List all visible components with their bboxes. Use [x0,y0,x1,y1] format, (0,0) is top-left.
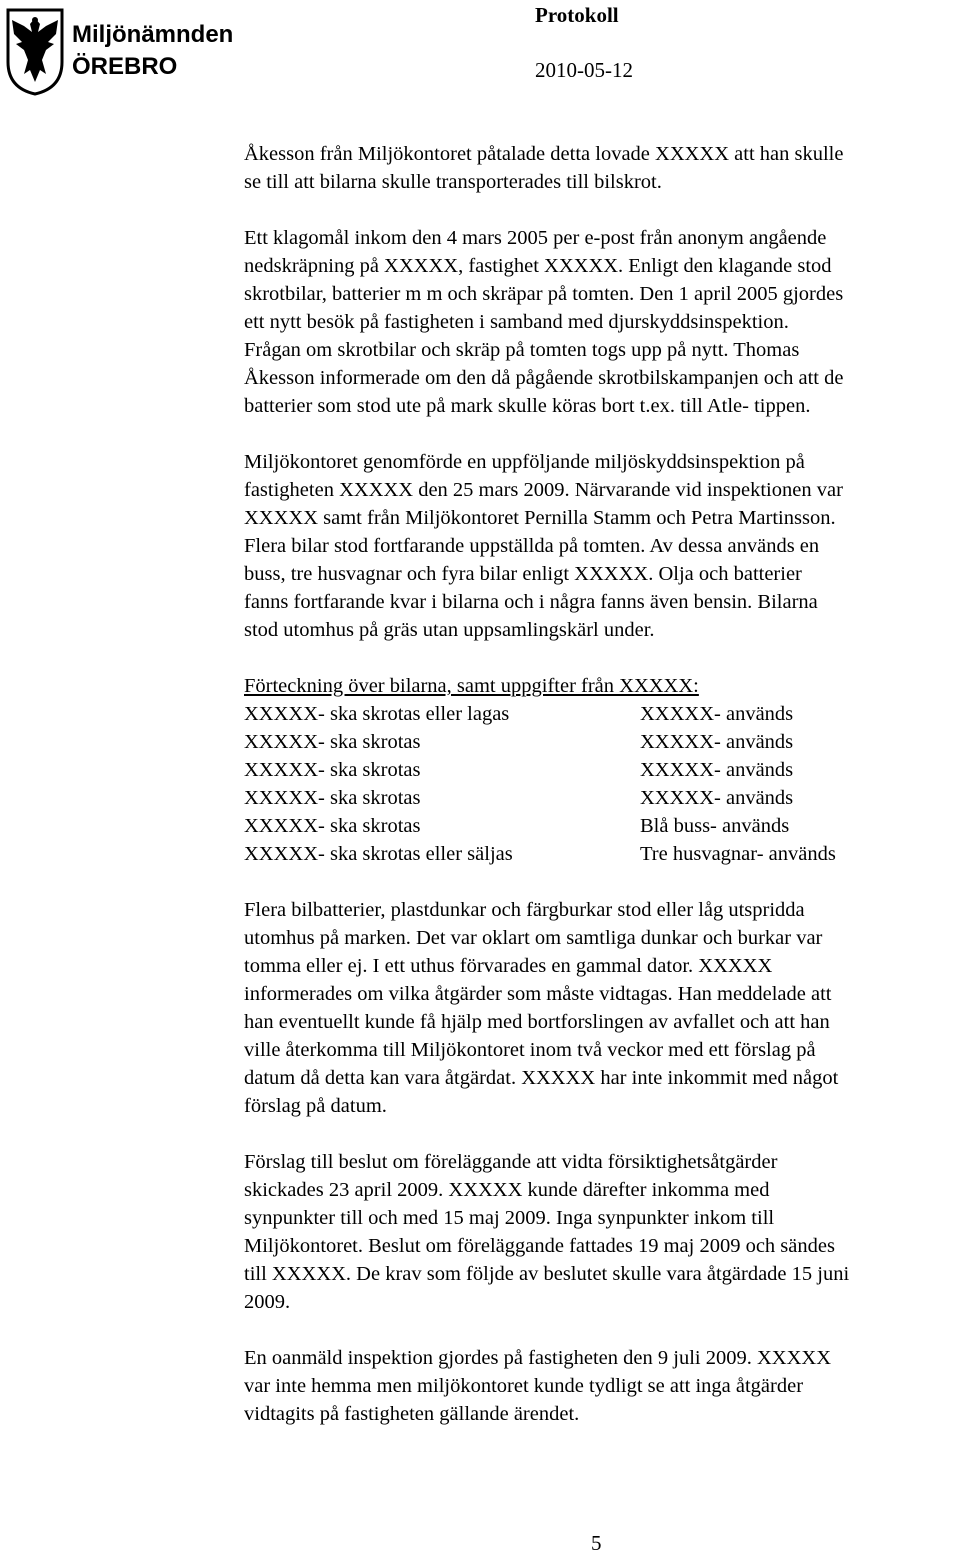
vehicle-list-heading: Förteckning över bilarna, samt uppgifter från XXXXX: [244,675,699,697]
document-type: Protokoll [535,3,619,27]
vehicle-usage: XXXXX- används [640,787,794,809]
vehicle-row [244,728,836,756]
vehicle-row [244,756,836,784]
orebro-logo [2,4,234,96]
vehicle-row [244,840,836,868]
document-body [244,140,960,1456]
vehicle-status: XXXXX- ska skrotas [244,759,421,781]
vehicle-status: XXXXX- ska skrotas [244,731,421,753]
page-number: 5 [591,1531,602,1555]
vehicle-status: XXXXX- ska skrotas [244,815,421,837]
paragraph-4: Flera bilbatterier, plastdunkar och färgburkar stod eller låg utspridda utomhus på marken. Det var oklart om samtliga dunkar och burkar var tomma eller ej. I ett uthus förvarades en gammal dator. XXXXX informerades om vilka åtgärder som måste vidtagas. Han meddelade att han eventuellt kunde få hjälp med bortforslingen av avfallet och att han ville återkomma till Miljökontoret inom två veckor med ett förslag på datum då detta kan vara åtgärdat. XXXXX har inte inkommit med något förslag på datum. [244,899,839,1117]
paragraph-5: Förslag till beslut om föreläggande att vidta försiktighetsåtgärder skickades 23 april 2009. XXXXX kunde därefter inkomma med synpunkter till och med 15 maj 2009. Inga synpunkter inkom till Miljökontoret. Beslut om föreläggande fattades 19 maj 2009 och sändes till XXXXX. De krav som följde av beslutet skulle vara åtgärdade 15 juni 2009. [244,1151,850,1313]
vehicle-list [244,700,836,868]
vehicle-row [244,812,836,840]
logo-line1: Miljönämnden [72,21,234,48]
vehicle-usage: Blå buss- används [640,815,790,837]
vehicle-usage: Tre husvagnar- används [640,843,836,865]
vehicle-usage: XXXXX- används [640,731,794,753]
eagle-crest-icon [2,4,234,96]
vehicle-status: XXXXX- ska skrotas [244,787,421,809]
vehicle-status: XXXXX- ska skrotas eller lagas [244,703,510,725]
vehicle-usage: XXXXX- används [640,759,794,781]
vehicle-usage: XXXXX- används [640,703,794,725]
vehicle-row [244,784,836,812]
paragraph-3: Miljökontoret genomförde en uppföljande miljöskyddsinspektion på fastigheten XXXXX den 25 mars 2009. Närvarande vid inspektionen var XXXXX samt från Miljökontoret Pernilla Stamm och Petra Martinsson. Flera bilar stod fortfarande uppställda på tomten. Av dessa används en buss, tre husvagnar och fyra bilar enligt XXXXX. Olja och batterier fanns fortfarande kvar i bilarna och i några fanns även bensin. Bilarna stod utomhus på gräs utan uppsamlingskärl under. [244,451,843,641]
paragraph-6: En oanmäld inspektion gjordes på fastigheten den 9 juli 2009. XXXXX var inte hemma men miljökontoret kunde tydligt se att inga åtgärder vidtagits på fastigheten gällande ärendet. [244,1347,831,1425]
logo-line2: ÖREBRO [72,53,178,80]
document-date: 2010-05-12 [535,58,633,82]
vehicle-row [244,700,836,728]
paragraph-2: Ett klagomål inkom den 4 mars 2005 per e-post från anonym angående nedskräpning på XXXXX, fastighet XXXXX. Enligt den klagande stod skrotbilar, batterier m m och skräpar på tomten. Den 1 april 2005 gjordes ett nytt besök på fastigheten i samband med djurskyddsinspektion. Frågan om skrotbilar och skräp på tomten togs upp på nytt. Thomas Åkesson informerade om den då pågående skrotbilskampanjen och att de batterier som stod ute på mark skulle köras bort t.ex. till Atle- tippen. [244,227,844,417]
paragraph-1: Åkesson från Miljökontoret påtalade detta lovade XXXXX att han skulle se till att bilarna skulle transporterades till bilskrot. [244,143,844,193]
vehicle-status: XXXXX- ska skrotas eller säljas [244,843,513,865]
